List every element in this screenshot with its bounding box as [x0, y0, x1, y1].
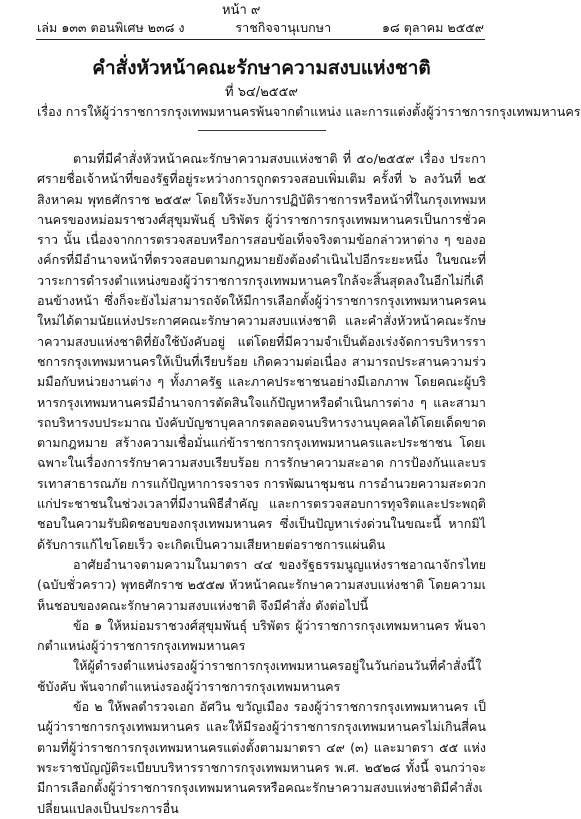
order-body [37, 149, 486, 819]
header-rule [36, 39, 485, 40]
gazette-header [37, 19, 484, 36]
clause-1-paragraph-2: ให้ผู้ดำรงตำแหน่งรองผู้ว่าราชการกรุงเทพมหานครอยู่ในวันก่อนวันที่คำสั่งนี้ใช้บังคับ พ้นจากตำแหน่งรองผู้ว่าราชการกรุงเทพมหานคร [37, 658, 482, 694]
order-number: ที่ ๖๔/๒๕๕๙ [225, 85, 298, 100]
gazette-name: ราชกิจจานุเบกษา [235, 20, 332, 35]
order-title: คำสั่งหัวหน้าคณะรักษาความสงบแห่งชาติ [92, 57, 431, 79]
volume-issue: เล่ม ๑๓๓ ตอนพิเศษ ๒๓๘ ง [37, 20, 185, 35]
preamble-paragraph: ตามที่มีคำสั่งหัวหน้าคณะรักษาความสงบแห่งชาติ ที่ ๕๐/๒๕๕๙ เรื่อง ประกาศรายชื่อเจ้าหน้าที่ของรัฐที่อยู่ระหว่างการถูกตรวจสอบเพิ่มเติม ครั้งที่ ๖ ลงวันที่ ๒๕ สิงหาคม พุทธศักราช ๒๕๕๙ โดยให้ระงับการปฏิบัติราชการหรือหน้าที่ในกรุงเทพมหานครของหม่อมราชวงศ์สุขุมพันธุ์ บริพัตร ผู้ว่าราชการกรุงเทพมหานครเป็นการชั่วคราว นั้น เนื่องจากการตรวจสอบหรือการสอบข้อเท็จจริงตามข้อกล่าวหาต่าง ๆ ขององค์กรที่มีอำนาจหน้าที่ตรวจสอบตามกฎหมายยังต้องดำเนินไปอีกระยะหนึ่ง ในขณะที่วาระการดำรงตำแหน่งของผู้ว่าราชการกรุงเทพมหานครใกล้จะสิ้นสุดลงในอีกไม่กี่เดือนข้างหน้า ซึ่งก็จะยังไม่สามารถจัดให้มีการเลือกตั้งผู้ว่าราชการกรุงเทพมหานครคนใหม่ได้ตามนัยแห่งประกาศคณะรักษาความสงบแห่งชาติ และคำสั่งหัวหน้าคณะรักษาความสงบแห่งชาติที่ยังใช้บังคับอยู่ แต่โดยที่มีความจำเป็นต้องเร่งจัดการบริหารราชการกรุงเทพมหานครให้เป็นที่เรียบร้อย เกิดความต่อเนื่อง สามารถประสานความร่วมมือกับหน่วยงานต่าง ๆ ทั้งภาครัฐ และภาคประชาชนอย่างมีเอกภาพ โดยคณะผู้บริหารกรุงเทพมหานครมีอำนาจการตัดสินใจแก้ปัญหาหรือดำเนินการต่าง ๆ และสามารถบริหารงบประมาณ บังคับบัญชาบุคลากรตลอดจนบริหารงานบุคคลได้โดยเด็ดขาดตามกฎหมาย สร้างความเชื่อมั่นแก่ข้าราชการกรุงเทพมหานครและประชาชน โดยเฉพาะในเรื่องการรักษาความสงบเรียบร้อย การรักษาความสะอาด การป้องกันและบรรเทาสาธารณภัย การแก้ปัญหาการจราจร การพัฒนาชุมชน การอำนวยความสะดวกแก่ประชาชนในช่วงเวลาที่มีงานพิธีสำคัญ และการตรวจสอบการทุจริตและประพฤติชอบในความรับผิดชอบของกรุงเทพมหานคร ซึ่งเป็นปัญหาเร่งด่วนในขณะนี้ หากมิได้รับการแก้ไขโดยเร็ว จะเกิดเป็นความเสียหายต่อราชการแผ่นดิน [37, 151, 486, 552]
page-number: หน้า ๙ [222, 3, 261, 18]
clause-2: ข้อ ๒ ให้พลตำรวจเอก อัศวิน ขวัญเมือง รองผู้ว่าราชการกรุงเทพมหานคร เป็นผู้ว่าราชการกรุงเทพมหานคร และให้มีรองผู้ว่าราชการกรุงเทพมหานครไม่เกินสี่คนตามที่ผู้ว่าราชการกรุงเทพมหานครแต่งตั้งตามมาตรา ๔๙ (๓) และมาตรา ๕๕ แห่งพระราชบัญญัติระเบียบบริหารราชการกรุงเทพมหานคร พ.ศ. ๒๕๒๘ ทั้งนี้ จนกว่าจะมีการเลือกตั้งผู้ว่าราชการกรุงเทพมหานครหรือคณะรักษาความสงบแห่งชาติมีคำสั่งเปลี่ยนแปลงเป็นประการอื่น [37, 699, 486, 816]
publication-date: ๑๘ ตุลาคม ๒๕๕๙ [381, 20, 484, 35]
order-subject: เรื่อง การให้ผู้ว่าราชการกรุงเทพมหานครพ้นจากตำแหน่ง และการแต่งตั้งผู้ว่าราชการกรุงเทพมหานคร [37, 104, 581, 119]
title-separator [198, 130, 326, 131]
authority-paragraph: อาศัยอำนาจตามความในมาตรา ๔๔ ของรัฐธรรมนูญแห่งราชอาณาจักรไทย (ฉบับชั่วคราว) พุทธศักราช ๒๕๕๗ หัวหน้าคณะรักษาความสงบแห่งชาติ โดยความเห็นชอบของคณะรักษาความสงบแห่งชาติ จึงมีคำสั่ง ดังต่อไปนี้ [37, 556, 486, 613]
clause-1: ข้อ ๑ ให้หม่อมราชวงศ์สุขุมพันธุ์ บริพัตร ผู้ว่าราชการกรุงเทพมหานคร พ้นจากตำแหน่งผู้ว่าราชการกรุงเทพมหานคร [37, 617, 486, 654]
